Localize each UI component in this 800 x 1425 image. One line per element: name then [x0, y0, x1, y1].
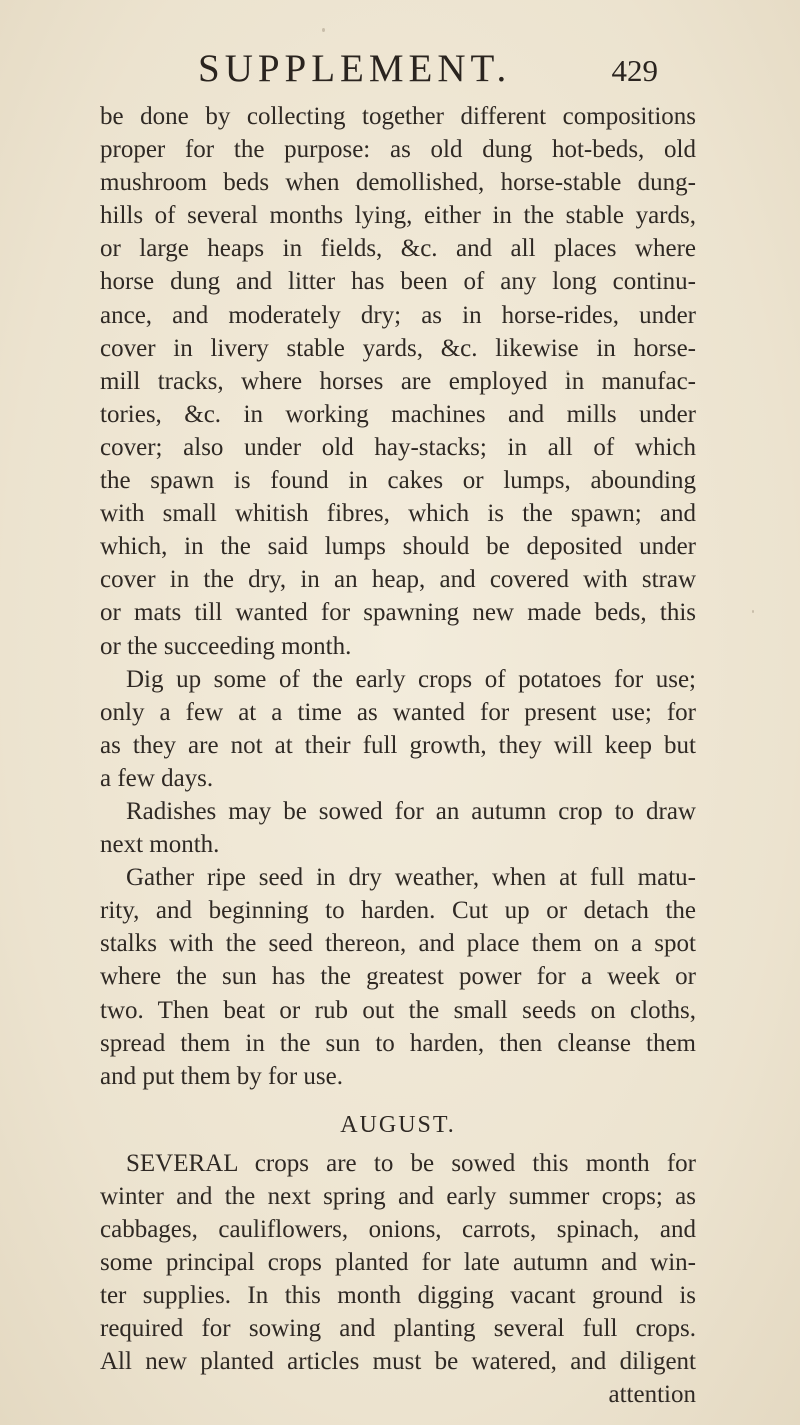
- text-line: ter supplies. In this month digging vacant ground is: [100, 1282, 696, 1310]
- text-line: or the succeeding month.: [100, 632, 352, 660]
- text-line: Dig up some of the early crops of potatoes for use;: [126, 665, 696, 693]
- running-title: SUPPLEMENT.: [198, 47, 512, 90]
- text-line: ance, and moderately dry; as in horse-rides, under: [100, 301, 696, 329]
- text-line: mill tracks, where horses are employed in manufac-: [100, 367, 696, 395]
- text-line: which, in the said lumps should be deposited under: [100, 533, 696, 561]
- text-line: spread them in the sun to harden, then cleanse them: [100, 1029, 696, 1057]
- text-line: two. Then beat or rub out the small seeds on cloths,: [100, 996, 696, 1024]
- text-line: hills of several months lying, either in the stable yards,: [100, 202, 696, 230]
- text-line: required for sowing and planting several full crops.: [100, 1315, 696, 1343]
- section-heading-august: AUGUST.: [340, 1111, 456, 1138]
- text-line: mushroom beds when demollished, horse-stable dung-: [100, 169, 696, 197]
- text-line: as they are not at their full growth, they will keep but: [100, 731, 696, 759]
- paragraph-mushroom-spawn: [100, 100, 696, 663]
- page-number: 429: [611, 53, 658, 88]
- page-body: [100, 100, 696, 1412]
- paragraph-seed-gathering: [100, 861, 696, 1093]
- paragraph-potatoes: [100, 663, 696, 795]
- text-line: or large heaps in fields, &c. and all places where: [100, 235, 696, 263]
- text-line: cover; also under old hay-stacks; in all of which: [100, 433, 696, 461]
- text-line: cover in livery stable yards, &c. likewise in horse-: [100, 334, 696, 362]
- text-line: and put them by for use.: [100, 1062, 344, 1090]
- text-line: or mats till wanted for spawning new made beds, this: [100, 599, 696, 627]
- page-header: [198, 44, 658, 94]
- text-line: cabbages, cauliflowers, onions, carrots, spinach, and: [100, 1216, 696, 1243]
- text-line: next month.: [100, 831, 220, 859]
- text-line: tories, &c. in working machines and mills under: [100, 400, 696, 428]
- paper-speck: [752, 610, 754, 613]
- text-line: where the sun has the greatest power for a week or: [100, 963, 696, 991]
- text-line: stalks with the seed thereon, and place them on a spot: [100, 930, 696, 958]
- text-line: rity, and beginning to harden. Cut up or detach the: [100, 897, 696, 925]
- catchword: attention: [608, 1381, 696, 1409]
- text-line: winter and the next spring and early summer crops; as: [100, 1182, 696, 1210]
- text-line: Radishes may be sowed for an autumn crop to draw: [126, 797, 696, 825]
- text-line: some principal crops planted for late autumn and win-: [100, 1249, 696, 1277]
- paper-speck: [566, 370, 569, 373]
- text-line: with small whitish fibres, which is the spawn; and: [100, 500, 696, 528]
- text-line: cover in the dry, in an heap, and covered with straw: [100, 566, 696, 594]
- paper-speck: [322, 28, 325, 32]
- text-line: horse dung and litter has been of any long continu-: [100, 268, 696, 296]
- paragraph-radishes: [100, 795, 696, 861]
- text-line: Gather ripe seed in dry weather, when at full matu-: [126, 864, 696, 892]
- text-line: only a few at a time as wanted for present use; for: [100, 698, 696, 726]
- text-line: All new planted articles must be watered, and diligent: [100, 1348, 696, 1376]
- text-line: a few days.: [100, 764, 214, 792]
- paragraph-august-crops: [100, 1147, 696, 1412]
- text-line: proper for the purpose: as old dung hot-beds, old: [100, 136, 696, 164]
- text-line: the spawn is found in cakes or lumps, abounding: [100, 467, 696, 495]
- text-line: SEVERAL crops are to be sowed this month for: [126, 1149, 696, 1177]
- text-line: be done by collecting together different compositions: [100, 103, 696, 130]
